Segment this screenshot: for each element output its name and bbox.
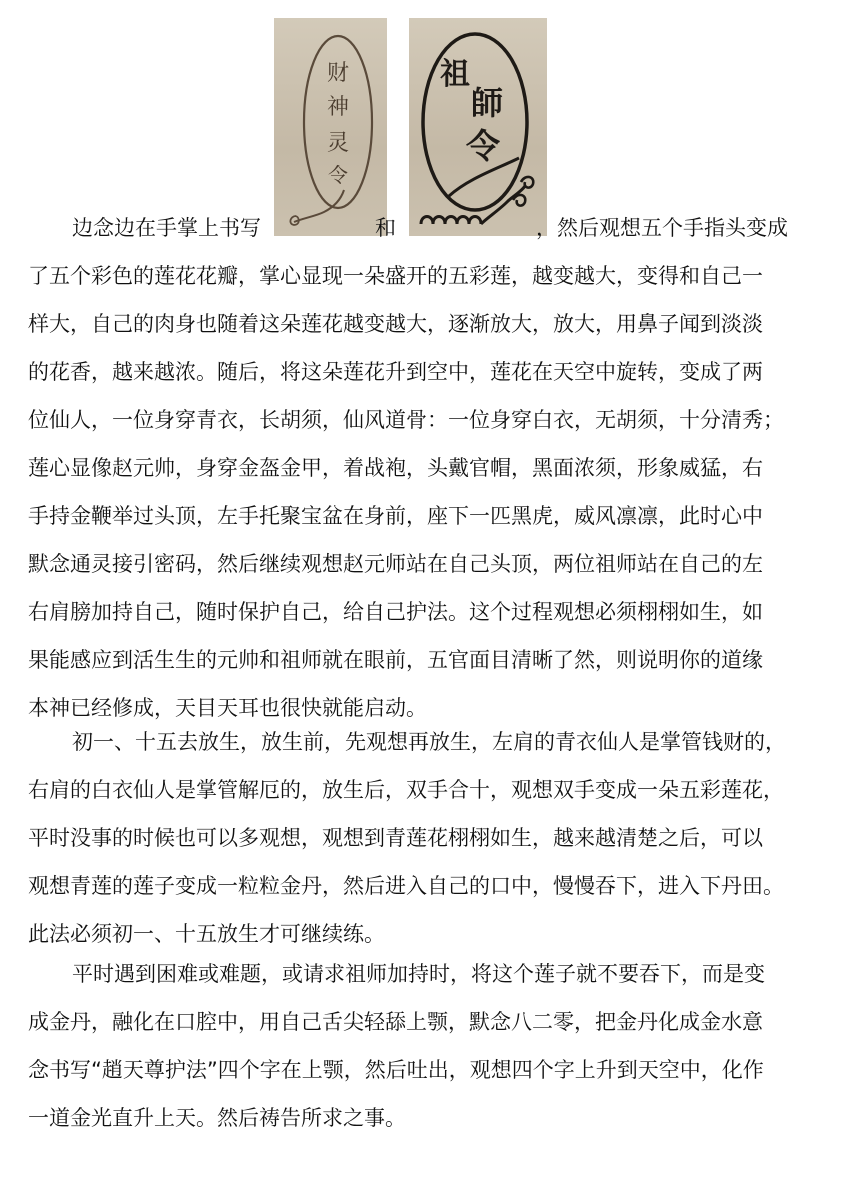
talisman-char: 灵 — [326, 131, 350, 156]
talisman-char: 師 — [470, 84, 504, 122]
paragraph-line: 平时遇到困难或难题，或请求祖师加持时，将这个莲子就不要吞下，而是变 — [72, 962, 765, 986]
paragraph-line: 此法必须初一、十五放生才可继续练。 — [28, 922, 385, 946]
talisman-char: 令 — [466, 127, 500, 167]
paragraph-line: 一道金光直升上天。然后祷告所求之事。 — [28, 1106, 406, 1130]
paragraph-line: 果能感应到活生生的元帅和祖师就在眼前，五官面目清晰了然，则说明你的道缘 — [28, 648, 763, 672]
paragraph-2 — [28, 718, 818, 958]
talisman-char: 祖 — [440, 57, 470, 92]
paragraph-line: 成金丹，融化在口腔中，用自己舌尖轻舔上颚，默念八二零，把金丹化成金水意 — [28, 1010, 763, 1034]
paragraph-line: 样大，自己的肉身也随着这朵莲花越变越大，逐渐放大，放大，用鼻子闻到淡淡 — [28, 312, 763, 336]
text-segment: 边念边在手掌上书写 — [72, 216, 261, 240]
talisman-char: 财 — [326, 61, 350, 86]
talisman-char: 神 — [326, 95, 350, 120]
paragraph-line: 念书写“趙天尊护法”四个字在上颚，然后吐出，观想四个字上升到天空中，化作 — [28, 1058, 764, 1082]
paragraph-line: 手持金鞭举过头顶，左手托聚宝盆在身前，座下一匹黑虎，威风凛凛，此时心中 — [28, 504, 763, 528]
text-segment: ，然后观想五个手指头变成 — [536, 216, 788, 240]
paragraph-line: 默念通灵接引密码，然后继续观想赵元师站在自己头顶，两位祖师站在自己的左 — [28, 552, 763, 576]
paragraph-line: 观想青莲的莲子变成一粒粒金丹，然后进入自己的口中，慢慢吞下，进入下丹田。 — [28, 874, 784, 898]
paragraph-line: 了五个彩色的莲花花瓣，掌心显现一朵盛开的五彩莲，越变越大，变得和自己一 — [28, 264, 763, 288]
paragraph-line: 右肩的白衣仙人是掌管解厄的，放生后，双手合十，观想双手变成一朵五彩莲花， — [28, 778, 784, 802]
paragraph-line: 的花香，越来越浓。随后，将这朵莲花升到空中，莲花在天空中旋转，变成了两 — [28, 360, 763, 384]
paragraph-3 — [28, 950, 818, 1142]
paragraph-line: 莲心显像赵元帅，身穿金盔金甲，着战袍，头戴官帽，黑面浓须，形象威猛，右 — [28, 456, 763, 480]
paragraph-line — [28, 204, 818, 252]
talisman-char: 令 — [328, 163, 348, 187]
paragraph-line: 初一、十五去放生，放生前，先观想再放生，左肩的青衣仙人是掌管钱财的， — [72, 730, 786, 754]
text-segment: 和 — [375, 216, 396, 240]
paragraph-line: 位仙人，一位身穿青衣，长胡须，仙风道骨：一位身穿白衣，无胡须，十分清秀； — [28, 408, 784, 432]
paragraph-line: 本神已经修成，天目天耳也很快就能启动。 — [28, 696, 427, 720]
paragraph-line: 平时没事的时候也可以多观想，观想到青莲花栩栩如生，越来越清楚之后，可以 — [28, 826, 763, 850]
paragraph-1 — [28, 204, 818, 732]
paragraph-line: 右肩膀加持自己，随时保护自己，给自己护法。这个过程观想必须栩栩如生，如 — [28, 600, 763, 624]
